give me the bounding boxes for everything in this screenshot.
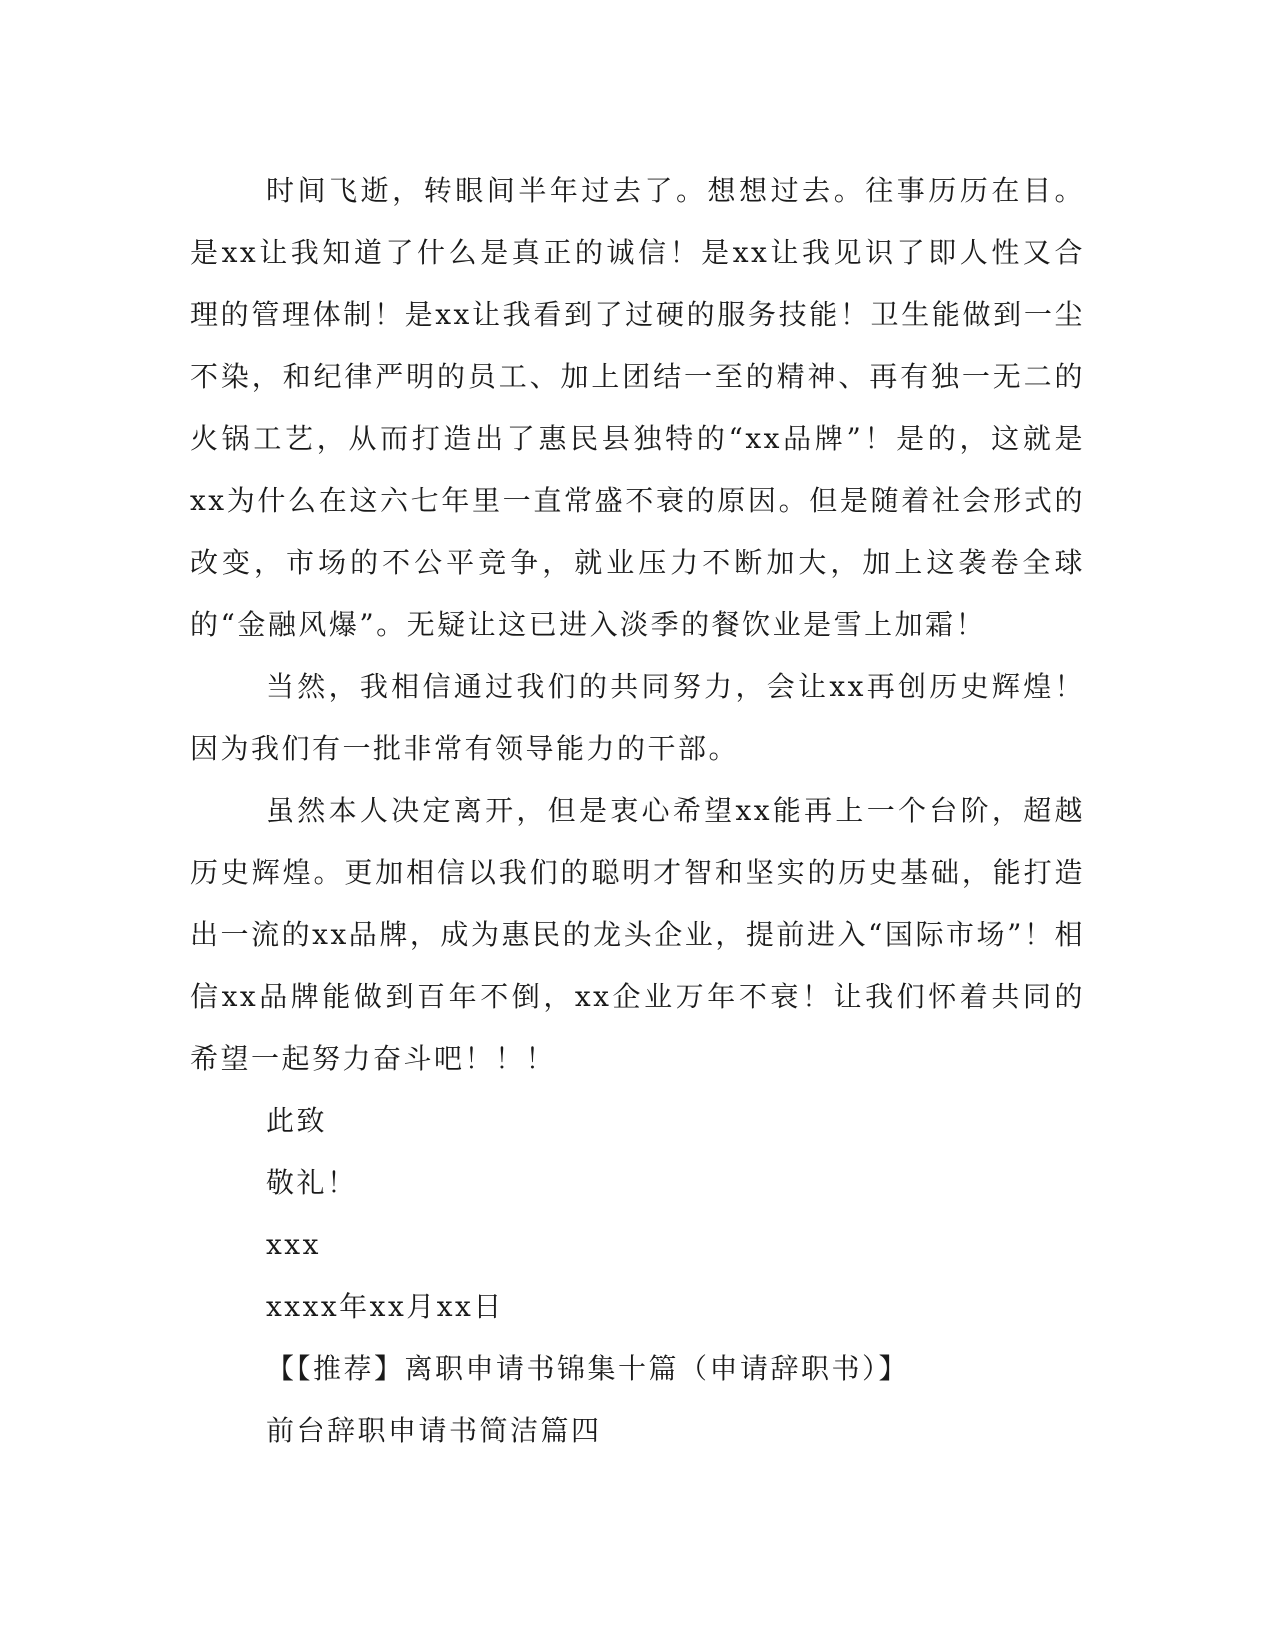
body-paragraph-1: 时间飞逝，转眼间半年过去了。想想过去。往事历历在目。是xx让我知道了什么是真正的诚信！是xx让我见识了即人性又合理的管理体制！是xx让我看到了过硬的服务技能！卫生能做到一尘不染，和纪律严明的员工、加上团结一至的精神、再有独一无二的火锅工艺，从而打造出了惠民县独特的“xx品牌”！是的，这就是xx为什么在这六七年里一直常盛不衰的原因。但是随着社会形式的改变，市场的不公平竞争，就业压力不断加大，加上这袭卷全球的“金融风爆”。无疑让这已进入淡季的餐饮业是雪上加霜！: [190, 174, 1085, 641]
next-section-heading: 前台辞职申请书简洁篇四: [266, 1414, 602, 1447]
letter-date: xxxx年xx月xx日: [266, 1290, 504, 1323]
document-body: [190, 160, 1085, 1462]
body-paragraph-2: 当然，我相信通过我们的共同努力，会让xx再创历史辉煌！因为我们有一批非常有领导能力的干部。: [190, 670, 1085, 765]
closing-to: 此致: [266, 1104, 328, 1137]
recommend-link[interactable]: 【【推荐】离职申请书锦集十篇（申请辞职书）】: [266, 1352, 910, 1385]
body-paragraph-3: 虽然本人决定离开，但是衷心希望xx能再上一个台阶，超越历史辉煌。更加相信以我们的聪明才智和坚实的历史基础，能打造出一流的xx品牌，成为惠民的龙头企业，提前进入“国际市场”！相信xx品牌能做到百年不倒，xx企业万年不衰！让我们怀着共同的希望一起努力奋斗吧！！！: [190, 794, 1085, 1075]
signature: xxx: [266, 1228, 321, 1261]
closing-salute: 敬礼！: [266, 1166, 358, 1199]
